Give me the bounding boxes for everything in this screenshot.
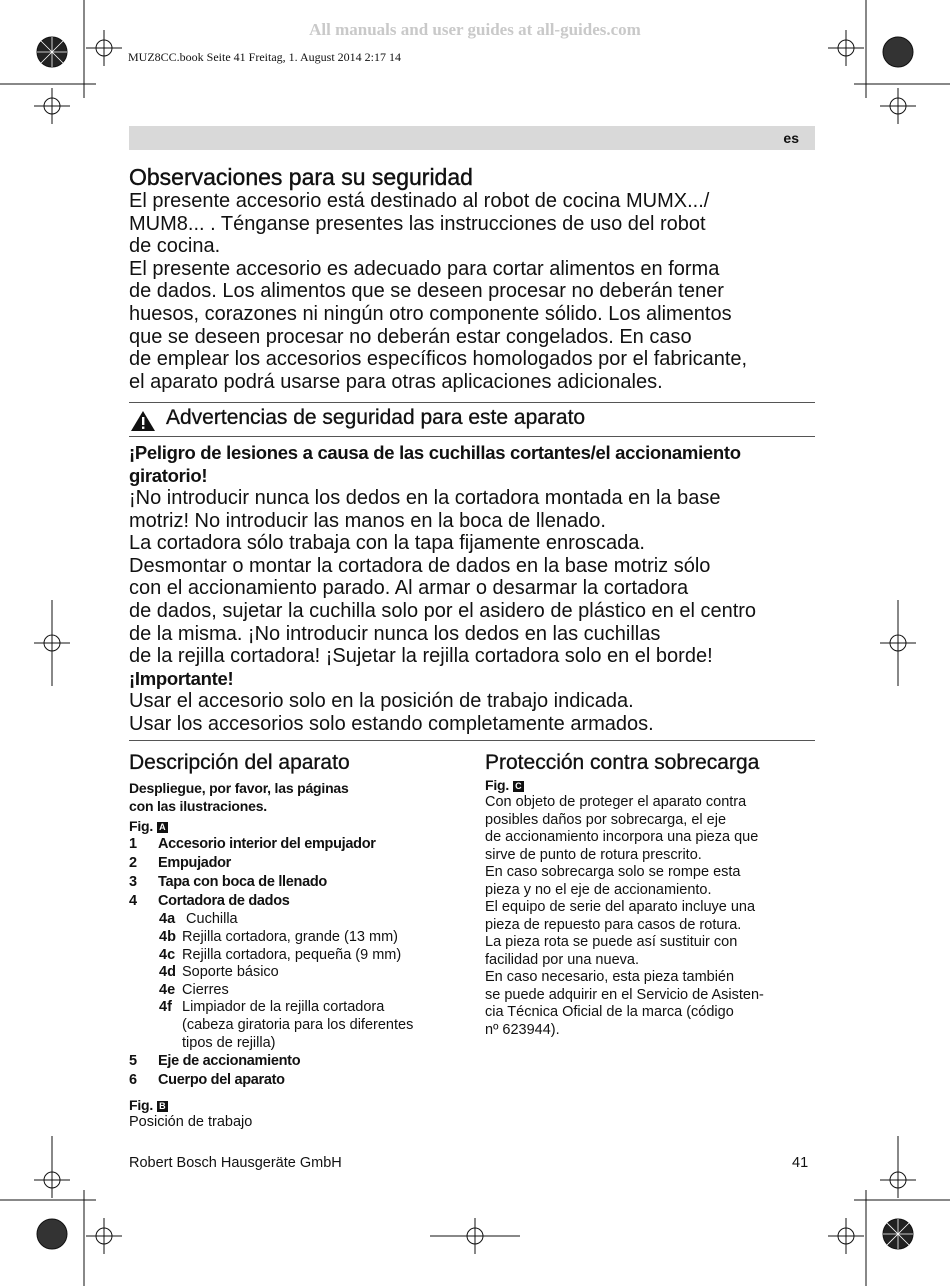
sub-item-code: 4d [159,964,176,980]
sub-item [159,964,279,982]
sub-item-code: 4f [159,999,172,1015]
text-line: sirve de punto de rotura prescrito. [485,846,702,863]
text-line: de dados, sujetar la cuchilla solo por el asidero de plástico en el centro [129,599,757,622]
fig-b-caption: Posición de trabajo [129,1114,253,1130]
text-line: ¡Peligro de lesiones a causa de las cuchillas cortantes/el accionamiento [129,442,741,463]
text-line: con el accionamiento parado. Al armar o desarmar la cortadora [129,577,689,600]
fig-label: Fig. [485,777,510,793]
text-line: se puede adquirir en el Servicio de Asisten- [485,986,764,1003]
divider [129,436,815,437]
fig-label: Fig. [129,1097,154,1113]
language-code: es [783,130,799,146]
item-label: Eje de accionamiento [158,1053,301,1069]
text-line: facilidad por una nueva. [485,951,639,968]
fig-c-ref [485,776,524,794]
book-info-line: MUZ8CC.book Seite 41 Freitag, 1. August 2014 2:17 14 [128,50,401,64]
sub-item-code: 4a [159,911,176,927]
sub-item-code: 4c [159,947,176,963]
item-number: 6 [129,1072,138,1088]
text-line: nº 623944). [485,1021,560,1038]
page-number: 41 [792,1155,809,1171]
text-line: La pieza rota se puede así sustituir con [485,934,738,950]
sub-item-label: Cierres [182,982,229,998]
safety-text [129,190,747,393]
text-line: MUM8... . Ténganse presentes las instrucciones de uso del robot [129,212,706,235]
text-line: el aparato podrá usarse para otras aplicaciones adicionales. [129,370,663,393]
sub-item [159,999,384,1017]
important-text [129,690,654,735]
text-line: Con objeto de proteger el aparato contra [485,794,747,810]
text-line: de accionamiento incorpora una pieza que [485,829,759,845]
text-line: La cortadora sólo trabaja con la tapa fijamente enroscada. [129,532,645,555]
text-line: de la rejilla cortadora! ¡Sujetar la rejilla cortadora solo en el borde! [129,645,713,668]
text-line: de emplear los accesorios específicos homologados por el fabricante, [129,348,748,371]
divider [129,740,815,741]
overload-title: Protección contra sobrecarga [485,751,760,774]
text-line: pieza de repuesto para casos de rotura. [485,916,742,933]
sub-item [159,947,401,965]
fig-letter-box: B [157,1101,168,1112]
sub-item-label: Rejilla cortadora, pequeña (9 mm) [182,947,402,963]
sub-item-label: Cuchilla [182,911,238,927]
text-line: El equipo de serie del aparato incluye una [485,899,756,915]
fig-label: Fig. [129,818,154,834]
text-line: Usar el accesorio solo en la posición de trabajo indicada. [129,690,634,712]
item-label: Empujador [158,855,232,871]
text-line: Desmontar o montar la cortadora de dados en la base motriz sólo [129,554,711,577]
warnings-title: Advertencias de seguridad para este aparato [166,406,586,429]
text-line: de cocina. [129,235,221,258]
text-line: posibles daños por sobrecarga, el eje [485,811,727,828]
text-line: que se deseen procesar no deberán estar congelados. En caso [129,325,692,348]
sub-item-label: Limpiador de la rejilla cortadora [182,999,385,1015]
sub-item [159,982,229,1000]
warnings-text [129,487,756,668]
item-label: Cortadora de dados [158,893,290,909]
item-number: 3 [129,874,138,890]
fig-a-ref [129,817,168,835]
divider [129,402,815,403]
safety-title: Observaciones para su seguridad [129,164,473,190]
item-label: Tapa con boca de llenado [158,874,327,890]
sub-item-code: 4b [159,929,176,945]
warning-icon [130,410,156,437]
text-line: motriz! No introducir las manos en la boca de llenado. [129,509,606,532]
item-number: 2 [129,855,138,871]
watermark: All manuals and user guides at all-guides.com [309,20,641,39]
important-label: ¡Importante! [129,668,234,689]
description-intro [129,779,349,815]
item-label: Cuerpo del aparato [158,1072,285,1088]
sub-item-label: Rejilla cortadora, grande (13 mm) [182,929,398,945]
sub-item [159,929,398,947]
danger-heading [129,442,741,487]
language-bar [129,126,815,150]
sub-item-label: Soporte básico [182,964,279,980]
fig-letter-box: A [157,822,168,833]
text-line: pieza y no el eje de accionamiento. [485,881,712,898]
item-label: Accesorio interior del empujador [158,836,376,852]
sub-item-continuation [182,1017,413,1052]
text-line: Usar los accesorios solo estando completamente armados. [129,712,654,735]
text-line: En caso sobrecarga solo se rompe esta [485,864,741,880]
overload-text [485,794,764,1039]
text-line: El presente accesorio es adecuado para cortar alimentos en forma [129,257,720,280]
text-line: giratorio! [129,464,208,486]
text-line: de la misma. ¡No introducir nunca los dedos en las cuchillas [129,622,661,645]
item-number: 1 [129,836,138,852]
fig-b-ref [129,1096,168,1114]
text-line: El presente accesorio está destinado al robot de cocina MUMX.../ [129,190,710,212]
fig-letter-box: C [513,781,524,792]
text-line: Despliegue, por favor, las páginas [129,780,349,796]
text-line: cia Técnica Oficial de la marca (código [485,1004,734,1020]
text-line: tipos de rejilla) [182,1034,276,1051]
text-line: ¡No introducir nunca los dedos en la cortadora montada en la base [129,487,721,509]
text-line: huesos, corazones ni ningún otro componente sólido. Los alimentos [129,302,732,325]
description-title: Descripción del aparato [129,751,350,774]
text-line: de dados. Los alimentos que se deseen procesar no deberán tener [129,280,724,303]
text-line: con las ilustraciones. [129,798,267,814]
text-line: En caso necesario, esta pieza también [485,969,735,985]
footer-company: Robert Bosch Hausgeräte GmbH [129,1155,342,1171]
item-number: 5 [129,1053,138,1069]
sub-item-code: 4e [159,982,176,998]
sub-item [159,911,238,929]
item-number: 4 [129,893,138,909]
text-line: (cabeza giratoria para los diferentes [182,1017,414,1033]
